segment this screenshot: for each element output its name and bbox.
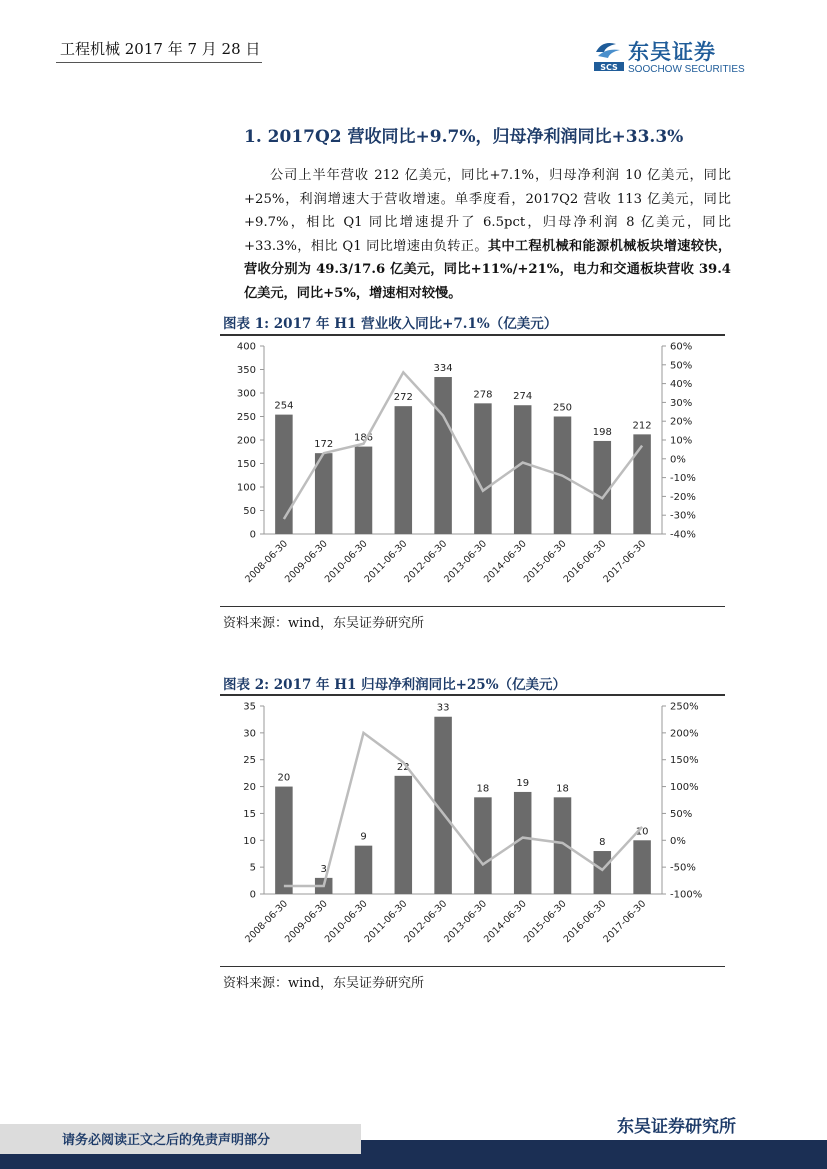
y-tick-label: 20 — [243, 782, 256, 794]
y-tick-label: 10 — [243, 835, 256, 847]
y2-tick-label: 40% — [670, 379, 693, 391]
y-tick-label: 35 — [243, 701, 256, 713]
y-tick-label: 5 — [249, 862, 256, 874]
y2-tick-label: -20% — [670, 491, 696, 503]
growth-line — [284, 372, 642, 519]
y-tick-label: 30 — [243, 728, 256, 740]
bar — [275, 415, 293, 534]
bar — [594, 441, 612, 534]
y2-tick-label: -30% — [670, 510, 696, 522]
y2-tick-label: 30% — [670, 397, 693, 409]
bar — [514, 405, 532, 534]
data-label: 172 — [314, 439, 334, 451]
x-tick-label: 2014-06-30 — [481, 538, 529, 586]
figure-1-title: 图表 1: 2017 年 H1 营业收入同比+7.1%（亿美元） — [223, 316, 558, 332]
data-label: 18 — [556, 783, 569, 795]
data-label: 3 — [320, 863, 327, 875]
y-tick-label: 0 — [249, 529, 256, 541]
x-tick-label: 2010-06-30 — [322, 898, 370, 946]
bar — [395, 406, 413, 534]
y-tick-label: 200 — [236, 435, 256, 447]
data-label: 10 — [635, 826, 649, 838]
footer-firm: 东吴证券研究所 — [617, 1117, 736, 1137]
x-tick-label: 2011-06-30 — [362, 898, 410, 946]
x-tick-label: 2011-06-30 — [362, 538, 410, 586]
y2-tick-label: -40% — [670, 529, 696, 541]
bar — [474, 797, 492, 894]
growth-line — [284, 733, 642, 886]
data-label: 278 — [473, 389, 493, 401]
bar — [474, 403, 492, 534]
x-tick-label: 2012-06-30 — [402, 898, 450, 946]
y-tick-label: 0 — [249, 889, 256, 901]
x-tick-label: 2009-06-30 — [282, 538, 330, 586]
y2-tick-label: -10% — [670, 473, 696, 485]
y2-tick-label: 100% — [670, 782, 699, 794]
bar — [594, 851, 612, 894]
data-label: 19 — [516, 777, 530, 789]
data-label: 18 — [476, 783, 490, 795]
data-label: 8 — [599, 837, 606, 849]
x-tick-label: 2013-06-30 — [442, 898, 490, 946]
footer-disclaimer: 请务必阅读正文之后的免责声明部分 — [62, 1133, 271, 1148]
y-tick-label: 350 — [236, 365, 256, 376]
figure-2-source: 资料来源：wind，东吴证券研究所 — [223, 976, 424, 991]
header-underline — [56, 62, 262, 63]
x-tick-label: 2016-06-30 — [561, 538, 609, 586]
y2-tick-label: 50% — [670, 360, 693, 372]
header-date: 工程机械 2017 年 7 月 28 日 — [60, 40, 261, 58]
bar — [633, 434, 651, 534]
x-tick-label: 2012-06-30 — [402, 538, 450, 586]
x-tick-label: 2014-06-30 — [481, 898, 529, 946]
y2-tick-label: 0% — [670, 454, 686, 466]
figure-1-bottom-rule — [220, 606, 725, 607]
figure-1-source: 资料来源：wind，东吴证券研究所 — [223, 616, 424, 631]
y2-tick-label: -100% — [670, 889, 703, 901]
data-label: 198 — [592, 426, 612, 438]
y2-tick-label: 150% — [670, 755, 699, 767]
y-tick-label: 50 — [243, 506, 256, 517]
y-tick-label: 300 — [236, 388, 256, 400]
y2-tick-label: 250% — [670, 701, 699, 713]
x-tick-label: 2008-06-30 — [243, 538, 291, 586]
section-title: 1. 2017Q2 营收同比+9.7%，归母净利润同比+33.3% — [244, 127, 684, 147]
y-tick-label: 150 — [236, 459, 256, 470]
x-tick-label: 2017-06-30 — [601, 898, 649, 946]
x-tick-label: 2016-06-30 — [561, 898, 609, 946]
figure-1-chart — [220, 336, 725, 606]
y2-tick-label: 20% — [670, 416, 693, 428]
y-tick-label: 400 — [236, 341, 256, 353]
y-tick-label: 250 — [236, 412, 256, 423]
bar — [434, 377, 452, 534]
logo — [592, 38, 762, 76]
x-tick-label: 2010-06-30 — [322, 538, 370, 586]
y2-tick-label: 10% — [670, 435, 693, 447]
logo-mark-text: SCS — [600, 63, 618, 72]
bar — [395, 776, 413, 894]
logo-mark-icon — [592, 38, 626, 74]
x-tick-label: 2013-06-30 — [442, 538, 490, 586]
x-tick-label: 2015-06-30 — [521, 898, 569, 946]
figure-2-bottom-rule — [220, 966, 725, 967]
y2-tick-label: -50% — [670, 862, 696, 874]
bar — [355, 447, 373, 534]
logo-en: SOOCHOW SECURITIES — [628, 64, 745, 75]
bar — [355, 846, 373, 894]
data-label: 272 — [393, 392, 413, 404]
data-label: 212 — [632, 420, 652, 432]
body-paragraph — [244, 164, 731, 305]
para-plain: 公司上半年营收 212 亿美元，同比+7.1%，归母净利润 10 亿美元，同比+25%，利润增速大于营收增速。单季度看，2017Q2 营收 113 亿美元，同比+9.7%，相比 Q1 同比增速提升了 6.5pct，归母净利润 8 亿美元，同比+33.3%，相比 Q1 同比增速由负转正。 — [244, 168, 731, 254]
data-label: 20 — [277, 772, 291, 784]
y2-tick-label: 50% — [670, 808, 693, 820]
data-label: 334 — [433, 363, 453, 375]
bar — [275, 787, 293, 894]
figure-2-title: 图表 2: 2017 年 H1 归母净利润同比+25%（亿美元） — [223, 677, 567, 693]
logo-cn: 东吴证券 — [628, 40, 716, 64]
data-label: 274 — [513, 391, 533, 403]
data-label: 9 — [360, 831, 367, 843]
y2-tick-label: 0% — [670, 835, 686, 847]
bar — [633, 840, 651, 894]
x-tick-label: 2017-06-30 — [601, 538, 649, 586]
x-tick-label: 2015-06-30 — [521, 538, 569, 586]
y2-tick-label: 200% — [670, 728, 699, 740]
y-tick-label: 25 — [243, 755, 256, 767]
y2-tick-label: 60% — [670, 341, 693, 353]
x-tick-label: 2008-06-30 — [243, 898, 291, 946]
y-tick-label: 15 — [243, 808, 256, 820]
data-label: 33 — [436, 702, 450, 714]
x-tick-label: 2009-06-30 — [282, 898, 330, 946]
data-label: 186 — [353, 432, 374, 444]
y-tick-label: 100 — [236, 482, 256, 494]
data-label: 250 — [552, 402, 573, 414]
para-bold: 其中工程机械和能源机械板块增速较快，营收分别为 49.3/17.6 亿美元，同比+11%/+21%，电力和交通板块营收 39.4 亿美元，同比+5%，增速相对较慢。 — [244, 238, 732, 301]
data-label: 254 — [274, 400, 294, 412]
data-label: 22 — [396, 761, 410, 773]
figure-2-chart — [220, 696, 725, 966]
